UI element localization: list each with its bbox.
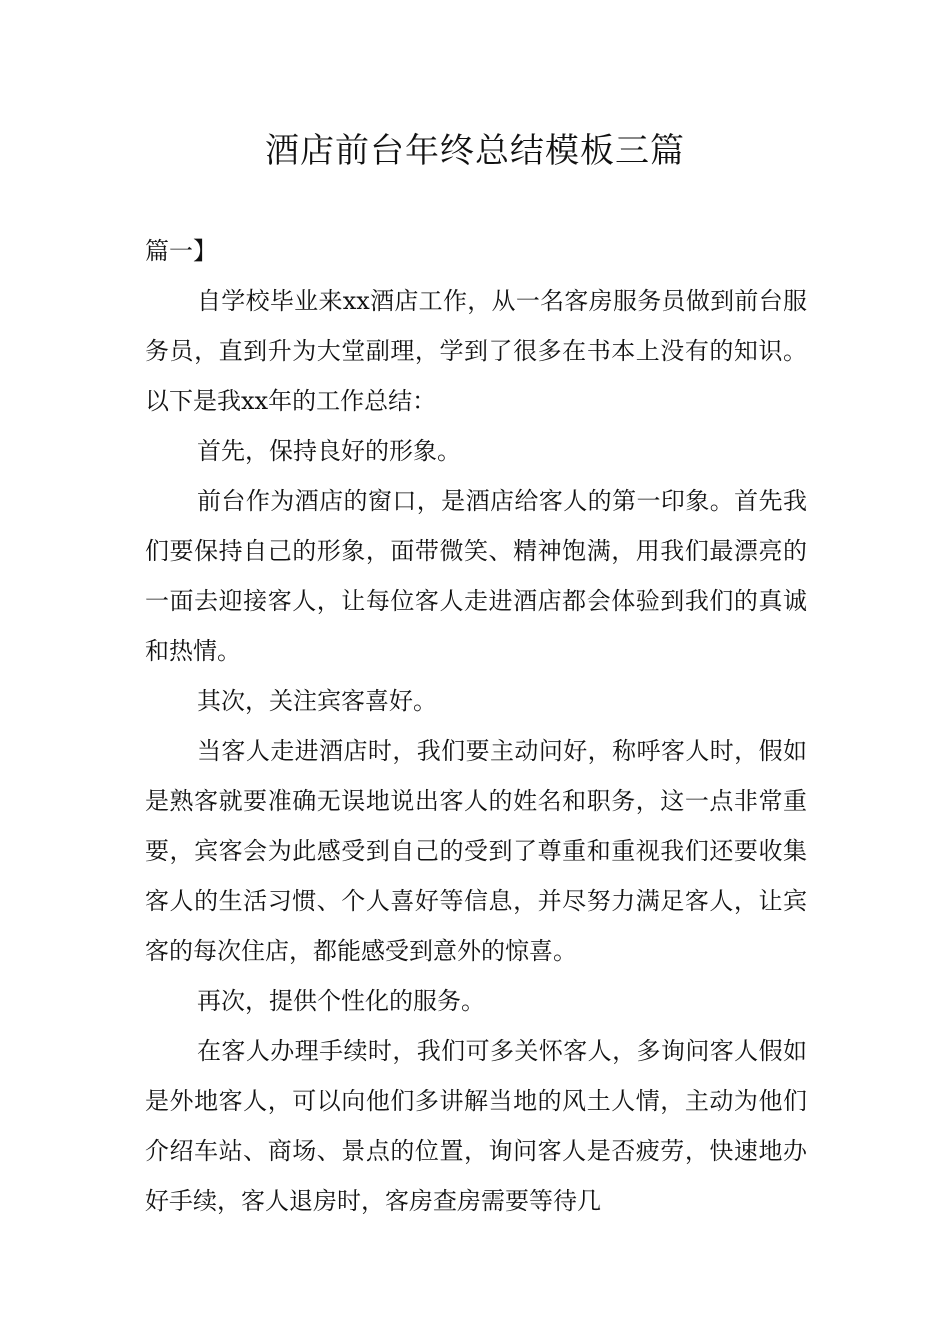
paragraph-guest-preferences: 当客人走进酒店时，我们要主动问好，称呼客人时，假如是熟客就要准确无误地说出客人的姓名和职务，这一点非常重要，宾客会为此感受到自己的受到了尊重和重视我们还要收集客人的生活习惯、个人喜好等信息，并尽努力满足客人，让宾客的每次住店，都能感受到意外的惊喜。 <box>145 737 807 965</box>
paragraph-point-first: 首先，保持良好的形象。 <box>197 437 461 465</box>
document-title: 酒店前台年终总结模板三篇 <box>265 131 685 171</box>
paragraph-point-second: 其次，关注宾客喜好。 <box>197 687 437 715</box>
paragraph-front-desk-image: 前台作为酒店的窗口，是酒店给客人的第一印象。首先我们要保持自己的形象，面带微笑、精神饱满，用我们最漂亮的一面去迎接客人，让每位客人走进酒店都会体验到我们的真诚和热情。 <box>145 487 807 665</box>
section-label: 篇一】 <box>145 237 217 265</box>
paragraph-intro: 自学校毕业来xx酒店工作，从一名客房服务员做到前台服务员，直到升为大堂副理，学到了很多在书本上没有的知识。以下是我xx年的工作总结： <box>145 287 807 415</box>
paragraph-point-third: 再次，提供个性化的服务。 <box>197 987 485 1015</box>
paragraph-personalized-service: 在客人办理手续时，我们可多关怀客人，多询问客人假如是外地客人，可以向他们多讲解当地的风土人情，主动为他们介绍车站、商场、景点的位置，询问客人是否疲劳，快速地办好手续，客人退房时，客房查房需要等待几 <box>145 1037 807 1215</box>
document-body <box>145 226 807 1226</box>
